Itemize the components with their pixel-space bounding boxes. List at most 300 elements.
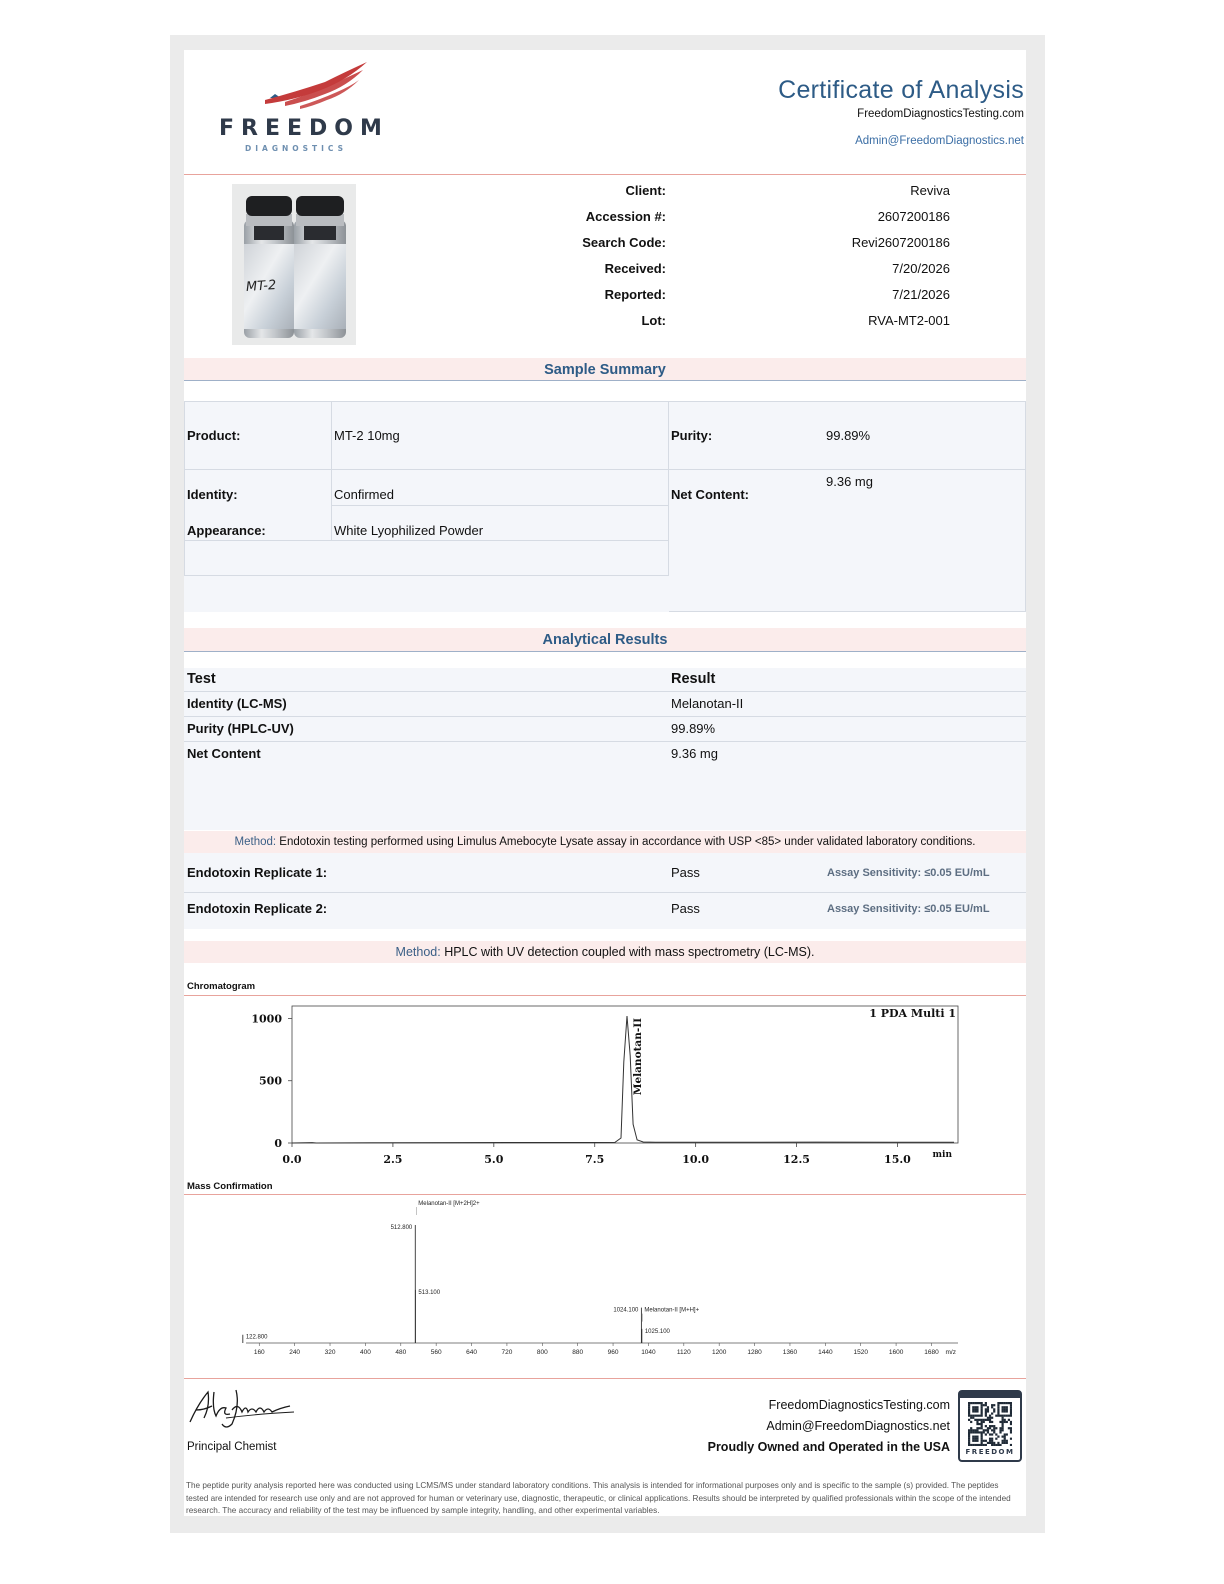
chromatogram-peak-label: Melanotan-II [632,1017,645,1096]
qr-module [968,1404,970,1406]
qr-module [983,1429,985,1431]
mass-x-tick-label: 960 [607,1349,619,1356]
mass-x-tick-label: 400 [359,1349,371,1356]
qr-module [1008,1427,1010,1429]
eagle-wing-icon [255,58,375,113]
header-email: Admin@FreedomDiagnostics.net [855,135,1024,147]
qr-module [995,1415,997,1417]
analytical-results-band [184,628,1026,651]
qr-module [972,1417,974,1419]
qr-module [1006,1408,1008,1410]
appearance-label: Appearance: [187,523,266,538]
mass-x-tick-label: 1200 [711,1349,727,1356]
qr-module [972,1429,974,1431]
chromatogram-x-tick-label: 15.0 [884,1153,911,1166]
qr-module [981,1427,983,1429]
qr-module [987,1417,989,1419]
mass-x-tick-label: 640 [466,1349,477,1356]
qr-module [970,1402,972,1404]
qr-module [981,1436,983,1438]
qr-module [978,1423,980,1425]
chromatogram-x-tick-label: 10.0 [682,1153,710,1166]
qr-module [985,1433,987,1435]
results-test-value: 99.89% [671,721,716,736]
qr-module [981,1421,983,1423]
qr-module [1006,1433,1008,1435]
qr-module [974,1436,976,1438]
qr-module [978,1431,980,1433]
qr-module [1010,1412,1012,1414]
qr-module [1008,1415,1010,1417]
qr-module [985,1404,987,1406]
qr-module [974,1415,976,1417]
qr-module [1002,1427,1004,1429]
qr-module [987,1419,989,1421]
qr-module [1010,1410,1012,1412]
qr-module [1002,1408,1004,1410]
qr-module [991,1442,993,1444]
client-info-label: Client: [625,183,666,198]
qr-module [972,1408,974,1410]
appearance-value: White Lyophilized Powder [334,523,484,538]
mass-peak-annotation: Melanotan-II [M+H]+ [644,1307,700,1314]
qr-module [997,1436,999,1438]
qr-module [989,1440,991,1442]
qr-module [981,1423,983,1425]
qr-module [999,1444,1001,1446]
mass-peak-label: 1025.100 [644,1328,670,1335]
qr-module [1002,1425,1004,1427]
net-content-value: 9.36 mg [826,474,873,489]
certificate-title: Certificate of Analysis [778,76,1024,104]
qr-module [999,1429,1001,1431]
qr-module [970,1431,972,1433]
qr-module [981,1410,983,1412]
qr-module [978,1444,980,1446]
mass-x-unit: m/z [945,1349,956,1356]
qr-code-icon [968,1402,1012,1446]
qr-module [997,1402,999,1404]
qr-module [972,1415,974,1417]
endotoxin-row-rule [184,892,1026,893]
mass-x-tick-label: 1680 [924,1349,939,1356]
qr-module [985,1412,987,1414]
qr-module [1002,1402,1004,1404]
qr-module [1010,1415,1012,1417]
mass-x-tick-label: 1280 [747,1349,762,1356]
chromatogram-chart [184,996,1026,1176]
qr-module [968,1429,970,1431]
sample-summary-title: Sample Summary [544,362,666,378]
mass-x-tick-label: 1120 [676,1349,691,1356]
lcms-method-label: Method: [395,945,441,959]
footer-website: FreedomDiagnosticsTesting.com [768,1398,950,1412]
qr-module [991,1438,993,1440]
results-test-value: Melanotan-II [671,696,744,711]
summary-row-divider-3 [184,540,669,541]
results-row-rule [184,741,1026,742]
qr-module [972,1410,974,1412]
qr-module [1004,1406,1006,1408]
qr-module [981,1425,983,1427]
qr-module [1010,1444,1012,1446]
qr-module [981,1442,983,1444]
qr-module [1006,1442,1008,1444]
qr-module [983,1444,985,1446]
qr-module [968,1408,970,1410]
qr-module [989,1427,991,1429]
qr-module [981,1433,983,1435]
qr-module [991,1404,993,1406]
qr-module [1004,1402,1006,1404]
client-info-label: Accession #: [585,209,666,224]
qr-module [995,1427,997,1429]
mass-peak-label: 513.100 [418,1289,441,1296]
qr-module [981,1406,983,1408]
qr-module [981,1444,983,1446]
qr-module [1010,1431,1012,1433]
qr-module [968,1442,970,1444]
qr-module [976,1415,978,1417]
qr-module [985,1415,987,1417]
purity-label: Purity: [671,428,713,443]
qr-module [972,1436,974,1438]
qr-module [991,1425,993,1427]
qr-caption: FREEDOM [965,1448,1015,1456]
qr-module [1010,1406,1012,1408]
sample-summary-band [184,358,1026,381]
mass-x-tick-label: 160 [253,1349,265,1356]
sample-photo [232,184,356,345]
qr-module [974,1438,976,1440]
lcms-method-band [184,941,1026,963]
qr-module [968,1440,970,1442]
qr-module [989,1421,991,1423]
qr-module [1004,1442,1006,1444]
qr-module [989,1419,991,1421]
qr-module [997,1444,999,1446]
qr-module [968,1415,970,1417]
qr-module [1002,1440,1004,1442]
qr-module [999,1402,1001,1404]
summary-filler [184,576,669,612]
qr-module [1010,1408,1012,1410]
qr-module [976,1438,978,1440]
qr-module [974,1429,976,1431]
qr-module [987,1406,989,1408]
qr-module [981,1419,983,1421]
net-content-label: Net Content: [671,487,749,502]
endotoxin-assay-sensitivity: Assay Sensitivity: ≤0.05 EU/mL [827,903,990,915]
mass-x-tick-label: 320 [324,1349,336,1356]
results-row-rule [184,716,1026,717]
signature-image [186,1384,301,1434]
chromatogram-frame [292,1006,958,1143]
qr-module [981,1440,983,1442]
qr-module [1006,1421,1008,1423]
mass-x-tick-label: 720 [501,1349,513,1356]
qr-module [983,1421,985,1423]
qr-module [968,1406,970,1408]
qr-module [974,1444,976,1446]
client-info-label: Received: [604,261,666,276]
qr-module [970,1427,972,1429]
footer-email: Admin@FreedomDiagnostics.net [766,1419,950,1433]
mass-x-tick-label: 800 [536,1349,548,1356]
qr-module [991,1417,993,1419]
qr-module [1004,1433,1006,1435]
qr-module [1002,1429,1004,1431]
qr-module [987,1442,989,1444]
mass-spectrum-chart [184,1195,1026,1365]
qr-module [970,1421,972,1423]
qr-module [976,1410,978,1412]
qr-module [995,1444,997,1446]
qr-module [993,1425,995,1427]
qr-module [989,1442,991,1444]
vial-label: MT-2 [245,277,277,296]
vials-image [232,184,356,345]
qr-module [987,1429,989,1431]
qr-module [991,1444,993,1446]
mass-x-tick-label: 1520 [853,1349,868,1356]
qr-module [985,1410,987,1412]
qr-module [974,1406,976,1408]
chromatogram-trace [292,1016,954,1143]
qr-module [968,1436,970,1438]
qr-module [989,1417,991,1419]
qr-module [1002,1415,1004,1417]
qr-module [976,1429,978,1431]
qr-module [985,1429,987,1431]
qr-module [974,1402,976,1404]
chromatogram-title: Chromatogram [187,981,256,992]
results-col-result: Result [671,671,716,687]
qr-module [976,1423,978,1425]
qr-module [968,1438,970,1440]
chromatogram-x-tick-label: 7.5 [585,1153,605,1166]
qr-module [991,1412,993,1414]
qr-module [993,1444,995,1446]
qr-module [989,1433,991,1435]
results-test-name: Purity (HPLC-UV) [187,721,294,736]
qr-module [989,1415,991,1417]
qr-module [981,1408,983,1410]
qr-module [1002,1421,1004,1423]
qr-module [978,1427,980,1429]
qr-module [987,1408,989,1410]
qr-module [968,1431,970,1433]
qr-module [972,1406,974,1408]
signature-role: Principal Chemist [187,1441,277,1453]
qr-module [1006,1415,1008,1417]
qr-module [985,1419,987,1421]
qr-module [1004,1436,1006,1438]
chromatogram-legend: 1 PDA Multi 1 [869,1007,956,1020]
chromatogram-x-tick-label: 0.0 [282,1153,302,1166]
header-website: FreedomDiagnosticsTesting.com [857,108,1024,120]
qr-module [972,1431,974,1433]
qr-module [968,1444,970,1446]
qr-module [989,1425,991,1427]
qr-module [1004,1440,1006,1442]
results-header-rule [184,691,1026,692]
endotoxin-replicate-result: Pass [671,865,700,880]
qr-module [997,1442,999,1444]
qr-module [991,1440,993,1442]
mass-x-tick-label: 240 [289,1349,301,1356]
qr-module [976,1431,978,1433]
results-test-name: Identity (LC-MS) [187,696,287,711]
brand-logo [215,58,389,158]
product-value: MT-2 10mg [334,428,400,443]
mass-x-tick-label: 880 [572,1349,584,1356]
qr-module [993,1429,995,1431]
qr-module [974,1440,976,1442]
identity-value: Confirmed [334,487,394,502]
disclaimer-text: The peptide purity analysis reported here was conducted using LCMS/MS under standard laboratory conditions. This analysis is intended for informational purposes only and is specific to the sample (s) provided. The peptides tested are intended for research use only and are not approved for human or veterinary use, diagnostic, therapeutic, or clinical applications. Results should be interpreted by qualified professionals within the scope of the intended research. The accuracy and reliability of the test may be influenced by sample integrity, handling, and other experimental variables. [186,1481,1011,1515]
qr-module [976,1406,978,1408]
qr-module [985,1408,987,1410]
mass-peak-label: 1024.100 [613,1307,639,1314]
qr-module [976,1444,978,1446]
qr-module [970,1415,972,1417]
summary-band-rule [184,380,1026,381]
qr-module [993,1442,995,1444]
qr-module [1008,1419,1010,1421]
client-info-label: Lot: [641,313,666,328]
results-test-value: 9.36 mg [671,746,718,761]
mass-x-tick-label: 560 [430,1349,442,1356]
endotoxin-replicate-label: Endotoxin Replicate 1: [187,865,328,880]
qr-module [999,1421,1001,1423]
qr-badge [958,1390,1022,1462]
client-info-value: Revi2607200186 [851,235,950,250]
qr-module [981,1431,983,1433]
qr-module [981,1402,983,1404]
chromatogram-y-tick-label: 500 [259,1074,282,1088]
chromatogram-x-unit: min [932,1150,952,1160]
qr-module [978,1402,980,1404]
qr-module [1004,1415,1006,1417]
qr-module [1010,1427,1012,1429]
qr-module [1006,1410,1008,1412]
qr-module [970,1429,972,1431]
summary-row-divider-2 [331,505,668,506]
qr-module [997,1410,999,1412]
endotoxin-replicate-label: Endotoxin Replicate 2: [187,901,328,916]
mass-peak-label: 512.800 [390,1225,413,1231]
qr-module [976,1408,978,1410]
client-info-label: Reported: [604,287,666,302]
identity-label: Identity: [187,487,238,502]
qr-module [983,1419,985,1421]
qr-module [976,1427,978,1429]
qr-module [993,1408,995,1410]
footer-tagline: Proudly Owned and Operated in the USA [707,1440,950,1454]
qr-module [970,1417,972,1419]
qr-module [1010,1429,1012,1431]
qr-module [978,1415,980,1417]
qr-module [970,1444,972,1446]
qr-module [1004,1421,1006,1423]
qr-module [983,1404,985,1406]
endotoxin-method-text: Endotoxin testing performed using Limulus Amebocyte Lysate assay in accordance with USP <85> under validated laboratory conditions. [279,836,976,848]
mass-confirmation-title: Mass Confirmation [187,1181,273,1192]
client-info-value: 2607200186 [877,209,950,224]
qr-module [968,1410,970,1412]
mass-x-tick-label: 480 [395,1349,407,1356]
chromatogram-y-tick-label: 1000 [251,1012,282,1026]
mass-bottom-rule [184,1378,1026,1379]
qr-module [978,1419,980,1421]
qr-module [999,1415,1001,1417]
qr-module [983,1440,985,1442]
endotoxin-replicate-result: Pass [671,901,700,916]
qr-module [972,1444,974,1446]
qr-module [1004,1438,1006,1440]
product-label: Product: [187,428,241,443]
qr-module [1002,1419,1004,1421]
summary-col-divider [331,401,332,541]
analytical-results-title: Analytical Results [542,632,668,648]
qr-module [972,1440,974,1442]
summary-left-grid [184,401,669,576]
qr-module [991,1429,993,1431]
qr-module [1002,1436,1004,1438]
mass-x-tick-label: 1600 [888,1349,904,1356]
qr-module [993,1404,995,1406]
qr-module [995,1433,997,1435]
qr-module [968,1412,970,1414]
qr-module [974,1431,976,1433]
qr-module [1010,1421,1012,1423]
qr-module [1004,1410,1006,1412]
qr-module [1002,1410,1004,1412]
brand-subtitle: DIAGNOSTICS [245,144,347,153]
qr-module [991,1421,993,1423]
qr-module [989,1438,991,1440]
endotoxin-method-label: Method: [234,836,277,848]
results-col-test: Test [187,671,216,687]
qr-module [999,1427,1001,1429]
qr-module [995,1438,997,1440]
endotoxin-method-band [184,831,1026,853]
qr-module [991,1406,993,1408]
mass-x-tick-label: 1360 [782,1349,798,1356]
qr-module [987,1427,989,1429]
results-background [184,668,1026,830]
qr-module [976,1421,978,1423]
qr-module [987,1431,989,1433]
qr-module [993,1431,995,1433]
qr-module [985,1440,987,1442]
qr-module [972,1402,974,1404]
qr-module [976,1419,978,1421]
qr-module [993,1410,995,1412]
lcms-method-text: HPLC with UV detection coupled with mass spectrometry (LC-MS). [444,945,815,959]
qr-module [985,1444,987,1446]
qr-module [1002,1417,1004,1419]
qr-module [997,1415,999,1417]
purity-value: 99.89% [826,428,871,443]
qr-module [981,1415,983,1417]
mass-peak-annotation: Melanotan-II [M+2H]2+ [418,1201,480,1207]
qr-module [968,1419,970,1421]
qr-module [976,1436,978,1438]
qr-module [1004,1408,1006,1410]
qr-module [1004,1419,1006,1421]
